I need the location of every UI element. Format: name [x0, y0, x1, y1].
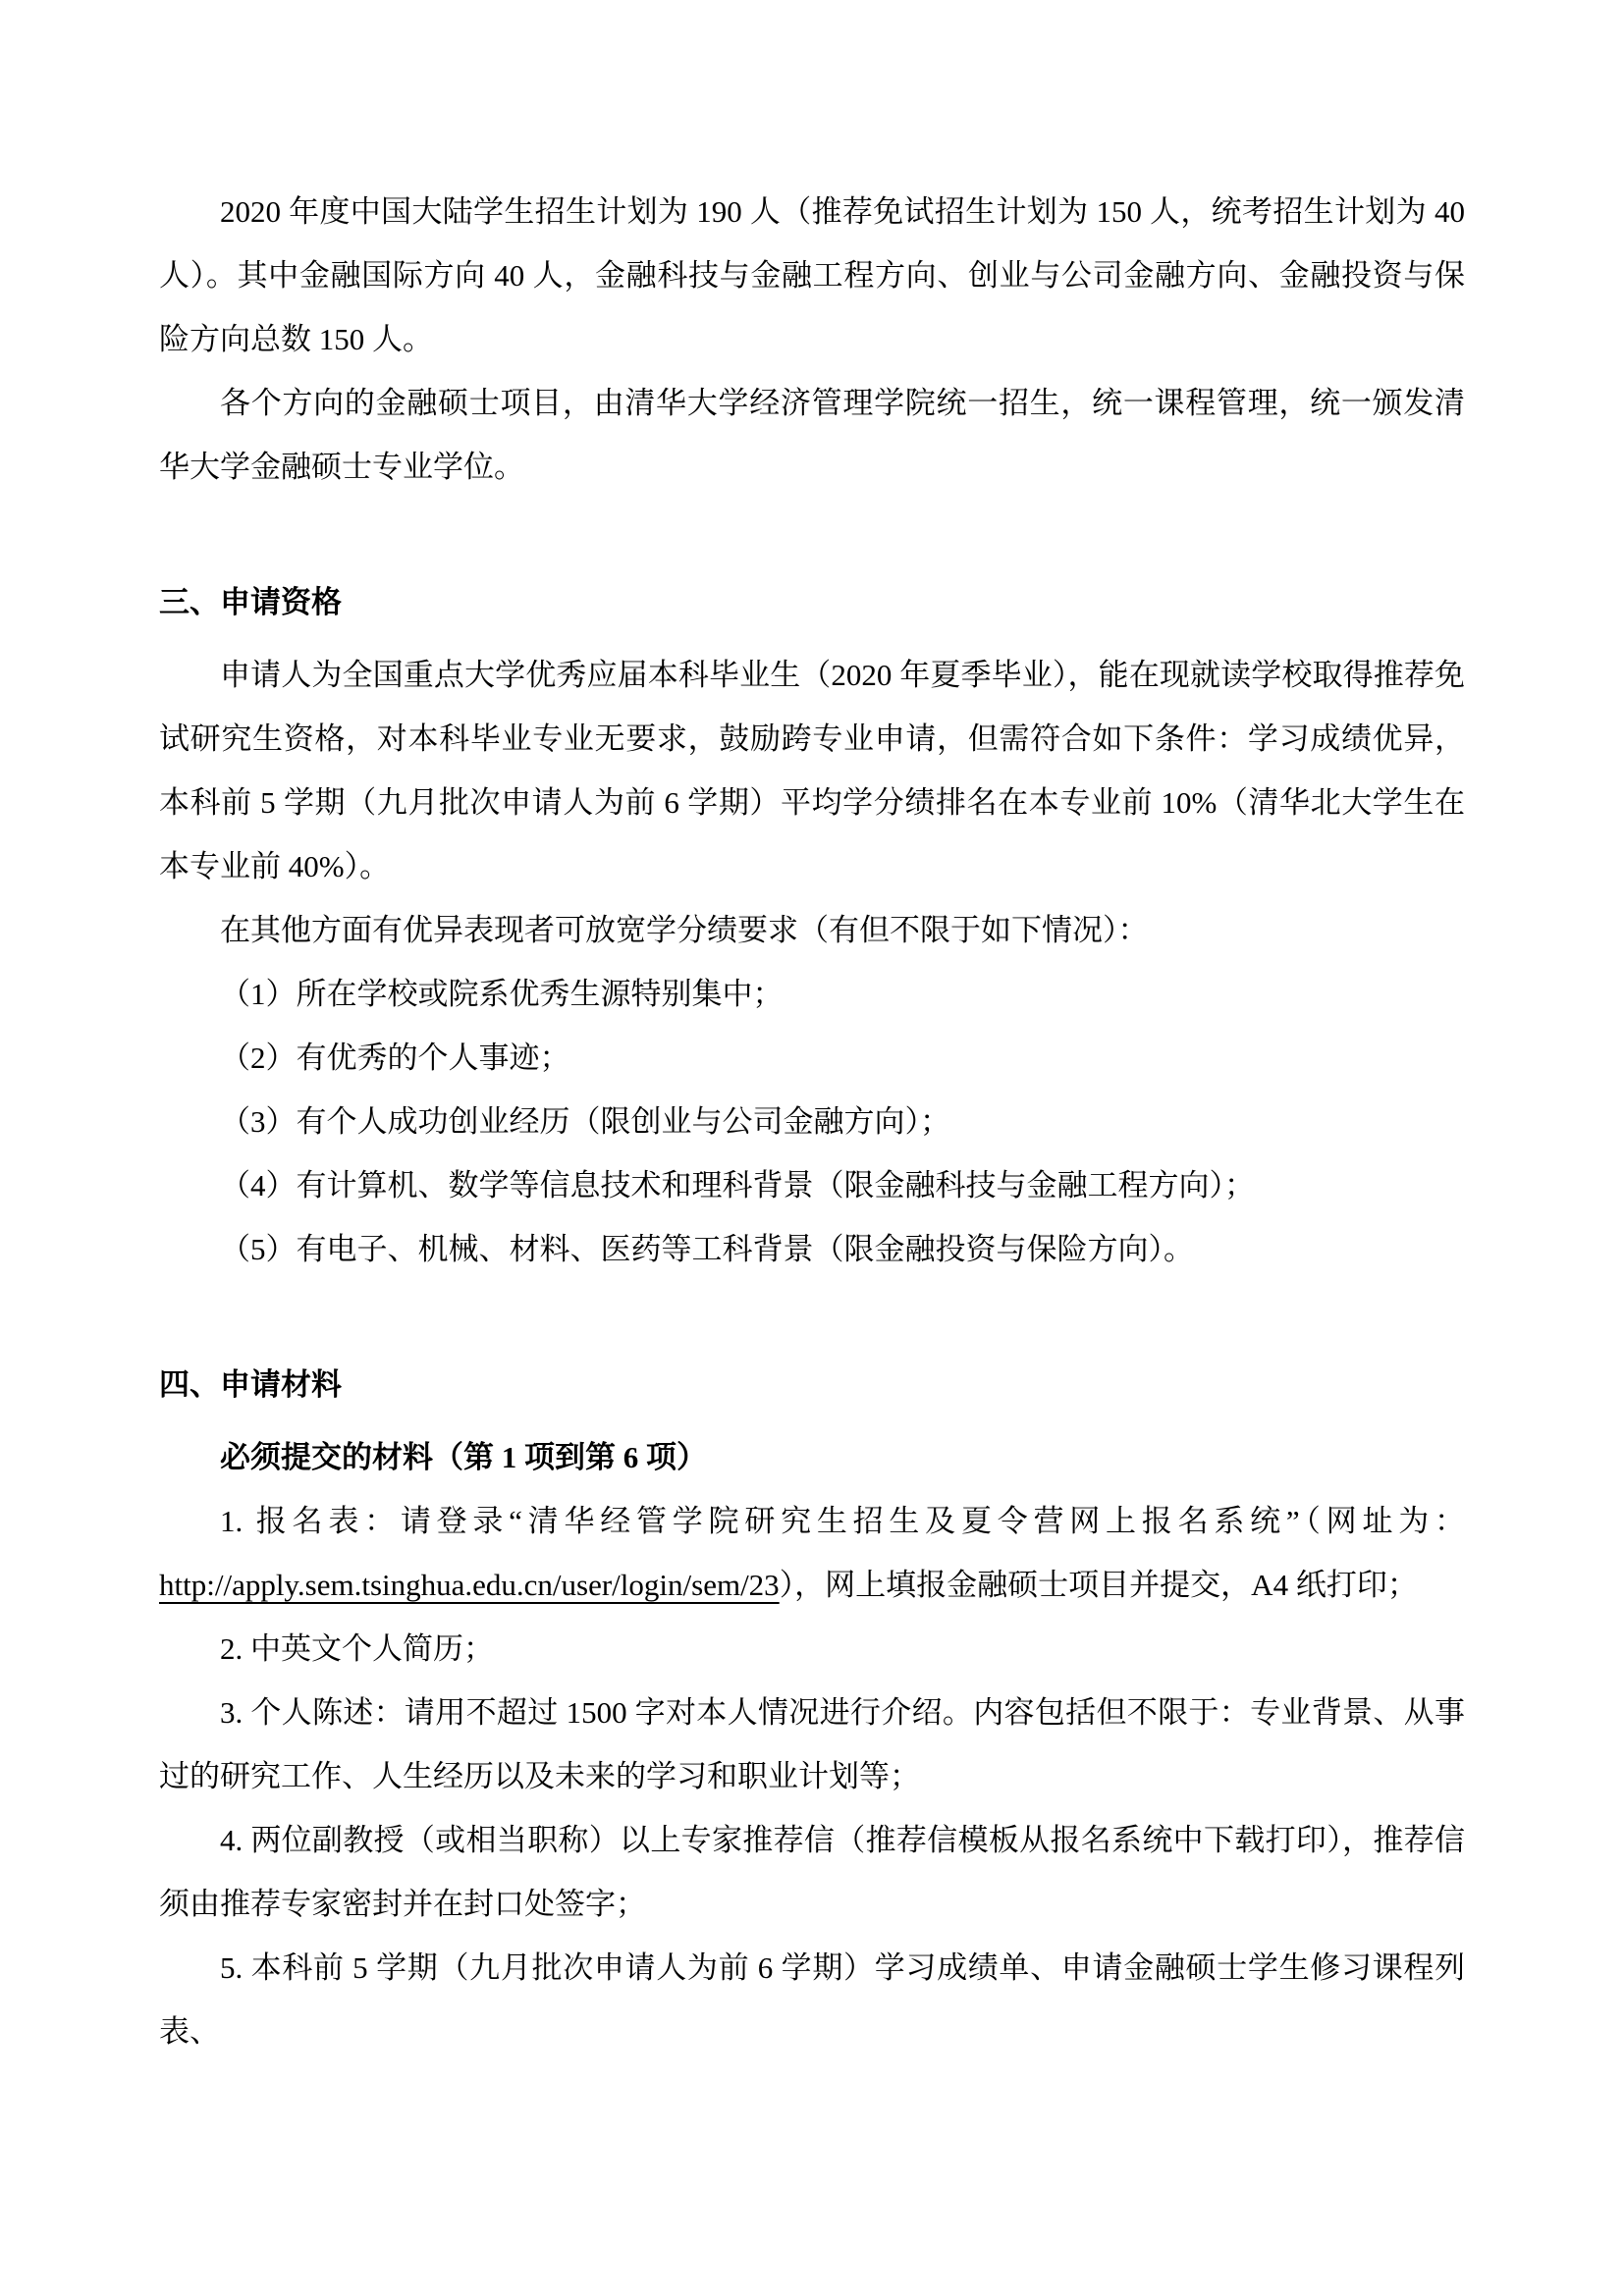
section-4-heading: 四、申请材料 [159, 1367, 342, 1402]
eligibility-paragraph: 申请人为全国重点大学优秀应届本科毕业生（2020 年夏季毕业），能在现就读学校取得推荐免试研究生资格，对本科毕业专业无要求，鼓励跨专业申请，但需符合如下条件：学习成绩优异，本科前 5 学期（九月批次申请人为前 6 学期）平均学分绩排名在本专业前 10%（清华北大学生在本专业前 40%）。 [159, 658, 1465, 883]
intro-paragraph-2: 各个方向的金融硕士项目，由清华大学经济管理学院统一招生，统一课程管理，统一颁发清华大学金融硕士专业学位。 [159, 386, 1465, 484]
eligibility-item-3: （3）有个人成功创业经历（限创业与公司金融方向）； [220, 1104, 950, 1139]
intro-paragraph-1: 2020 年度中国大陆学生招生计划为 190 人（推荐免试招生计划为 150 人，统考招生计划为 40 人）。其中金融国际方向 40 人，金融科技与金融工程方向、创业与公司金融方向、金融投资与保险方向总数 150 人。 [159, 194, 1465, 356]
eligibility-item-4: （4）有计算机、数学等信息技术和理科背景（限金融科技与金融工程方向）； [220, 1168, 1255, 1202]
material-item-5: 5. 本科前 5 学期（九月批次申请人为前 6 学期）学习成绩单、申请金融硕士学生修习课程列表、 [159, 1950, 1465, 2049]
material-item-4: 4. 两位副教授（或相当职称）以上专家推荐信（推荐信模板从报名系统中下载打印），推荐信须由推荐专家密封并在封口处签字； [159, 1823, 1465, 1921]
application-system-url-link[interactable]: http://apply.sem.tsinghua.edu.cn/user/login/sem/23 [159, 1568, 780, 1602]
gpa-relaxation-paragraph: 在其他方面有优异表现者可放宽学分绩要求（有但不限于如下情况）： [220, 913, 1149, 947]
material-item-1 [159, 1489, 1465, 1617]
material-item-2: 2. 中英文个人简历； [220, 1631, 494, 1666]
material-item-1-text-after: ），网上填报金融硕士项目并提交，A4 纸打印； [779, 1568, 1418, 1602]
material-item-3: 3. 个人陈述：请用不超过 1500 字对本人情况进行介绍。内容包括但不限于：专业背景、从事过的研究工作、人生经历以及未来的学习和职业计划等； [159, 1695, 1465, 1793]
eligibility-item-1: （1）所在学校或院系优秀生源特别集中； [220, 977, 784, 1011]
eligibility-item-2: （2）有优秀的个人事迹； [220, 1041, 570, 1075]
section-3-heading: 三、申请资格 [159, 585, 342, 619]
eligibility-item-5: （5）有电子、机械、材料、医药等工科背景（限金融投资与保险方向）。 [220, 1232, 1194, 1266]
required-materials-subheading: 必须提交的材料（第 1 项到第 6 项） [220, 1440, 707, 1474]
material-item-1-text-before: 1. 报名表：请登录“清华经管学院研究生招生及夏令营网上报名系统”（网址为： [220, 1504, 1465, 1538]
